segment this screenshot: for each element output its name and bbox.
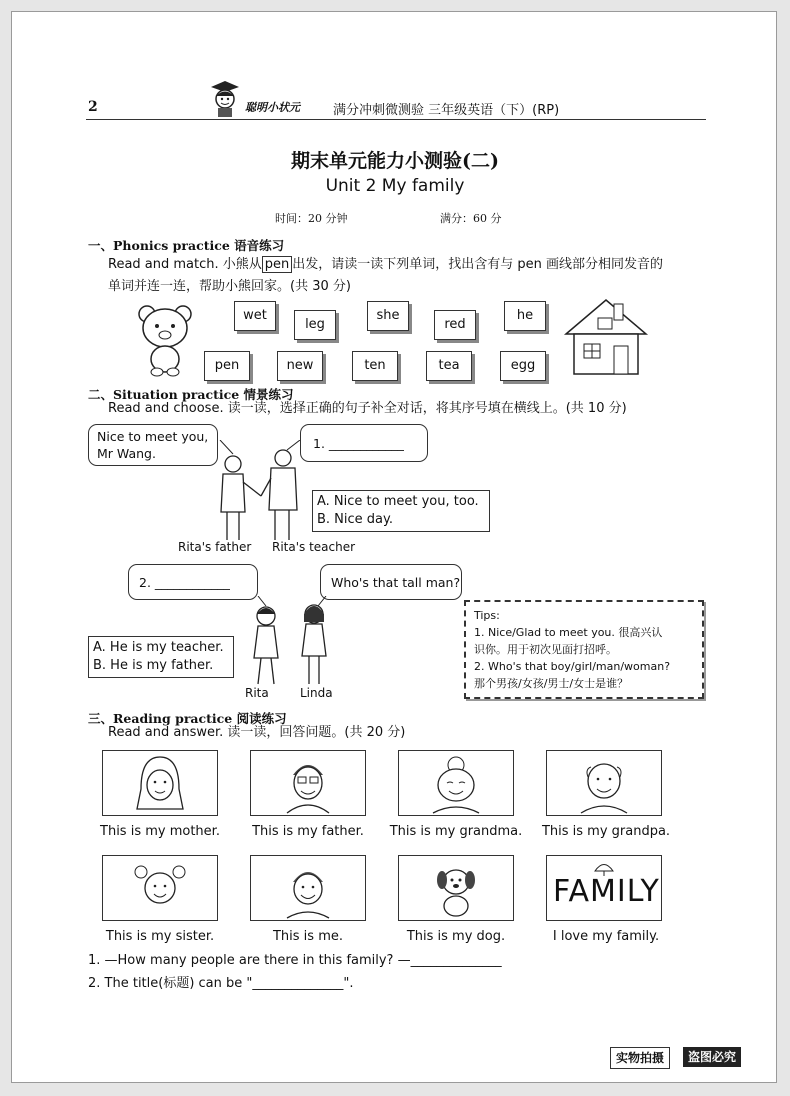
me-picture-icon [250, 855, 366, 921]
dog-picture-icon [398, 855, 514, 921]
speech-bubble-father: Nice to meet you, Mr Wang. [88, 424, 218, 466]
quiz-title: 期末单元能力小测验(二) [291, 150, 499, 172]
word-card[interactable]: new [277, 351, 323, 381]
section1-instruction-line2: 单词并连一连，帮助小熊回家。(共 30 分) [108, 279, 351, 294]
caption-family: I love my family. [552, 929, 660, 944]
word-card[interactable]: tea [426, 351, 472, 381]
speech-bubble-linda: Who's that tall man? [320, 564, 462, 600]
speech-bubble-rita-blank[interactable]: 2. ____________ [128, 564, 258, 600]
caption-father: This is my father. [252, 824, 364, 839]
scholar-boy-logo-icon [205, 79, 243, 119]
question-2[interactable]: 2. The title(标题) can be "______________". [88, 976, 354, 991]
label-rita: Rita [245, 686, 269, 700]
bear-icon [135, 302, 195, 377]
series-title: 满分冲刺微测验 三年级英语（下）(RP) [333, 103, 560, 118]
tips-line: 识你。用于初次见面打招呼。 [474, 643, 617, 656]
stamp-no-piracy: 盗图必究 [683, 1047, 741, 1067]
word-card[interactable]: red [434, 310, 476, 340]
section3-heading: 三、Reading practice 阅读练习 [88, 711, 287, 726]
page-number: 2 [88, 99, 98, 115]
key-word-pen: pen [262, 256, 293, 273]
word-card[interactable]: leg [294, 310, 336, 340]
tips-box [464, 600, 704, 699]
word-card[interactable]: she [367, 301, 409, 331]
options-box-1 [312, 490, 490, 532]
options-box-2 [88, 636, 234, 678]
father-picture-icon [250, 750, 366, 816]
caption-grandpa: This is my grandpa. [541, 824, 671, 839]
section3-instruction: Read and answer. 读一读，回答问题。(共 20 分) [108, 725, 406, 740]
option-b[interactable]: B. He is my father. [93, 658, 214, 673]
family-word-picture [546, 855, 662, 921]
option-b[interactable]: B. Nice day. [317, 512, 393, 527]
house-icon [558, 294, 654, 380]
header-divider [86, 119, 706, 120]
caption-sister: This is my sister. [105, 929, 215, 944]
full-score: 满分：60 分 [440, 212, 502, 225]
instruction-text: Read and match. 小熊从 [108, 257, 262, 272]
grandpa-picture-icon [546, 750, 662, 816]
word-card[interactable]: ten [352, 351, 398, 381]
section1-instruction [108, 254, 663, 276]
word-card-start[interactable]: pen [204, 351, 250, 381]
tips-title: Tips: [474, 609, 500, 622]
word-card[interactable]: wet [234, 301, 276, 331]
question-1[interactable]: 1. —How many people are there in this family? —______________ [88, 953, 502, 968]
family-word: FAMILY [553, 874, 660, 909]
rita-linda-illustration [238, 596, 338, 688]
section2-instruction: Read and choose. 读一读，选择正确的句子补全对话，将其序号填在横线上。(共 10 分) [108, 401, 627, 416]
instruction-text-2: 出发，请读一读下列单词，找出含有与 pen 画线部分相同发音的 [292, 257, 664, 272]
caption-me: This is me. [272, 929, 343, 944]
option-a[interactable]: A. Nice to meet you, too. [317, 494, 479, 509]
label-linda: Linda [300, 686, 333, 700]
tips-line: 那个男孩/女孩/男士/女士是谁？ [474, 677, 629, 690]
time-limit: 时间：20 分钟 [275, 212, 348, 225]
word-card[interactable]: egg [500, 351, 546, 381]
word-card[interactable]: he [504, 301, 546, 331]
mother-picture-icon [102, 750, 218, 816]
section1-heading: 一、Phonics practice 语音练习 [88, 238, 285, 253]
caption-grandma: This is my grandma. [389, 824, 523, 839]
caption-mother: This is my mother. [100, 824, 220, 839]
label-ritas-father: Rita's father [178, 540, 252, 554]
father-teacher-handshake-illustration [205, 440, 310, 545]
caption-dog: This is my dog. [406, 929, 506, 944]
tips-line: 1. Nice/Glad to meet you. 很高兴认 [474, 626, 663, 639]
option-a[interactable]: A. He is my teacher. [93, 640, 224, 655]
grandma-picture-icon [398, 750, 514, 816]
sister-picture-icon [102, 855, 218, 921]
unit-title: Unit 2 My family [325, 176, 465, 196]
stamp-real-photo: 实物拍摄 [610, 1047, 670, 1069]
logo-wordmark: 聪明小状元 [245, 101, 300, 114]
label-ritas-teacher: Rita's teacher [272, 540, 356, 554]
speech-bubble-teacher-blank[interactable]: 1. ____________ [300, 424, 428, 462]
section2-heading: 二、Situation practice 情景练习 [88, 387, 294, 402]
tips-line: 2. Who's that boy/girl/man/woman? [474, 660, 671, 673]
